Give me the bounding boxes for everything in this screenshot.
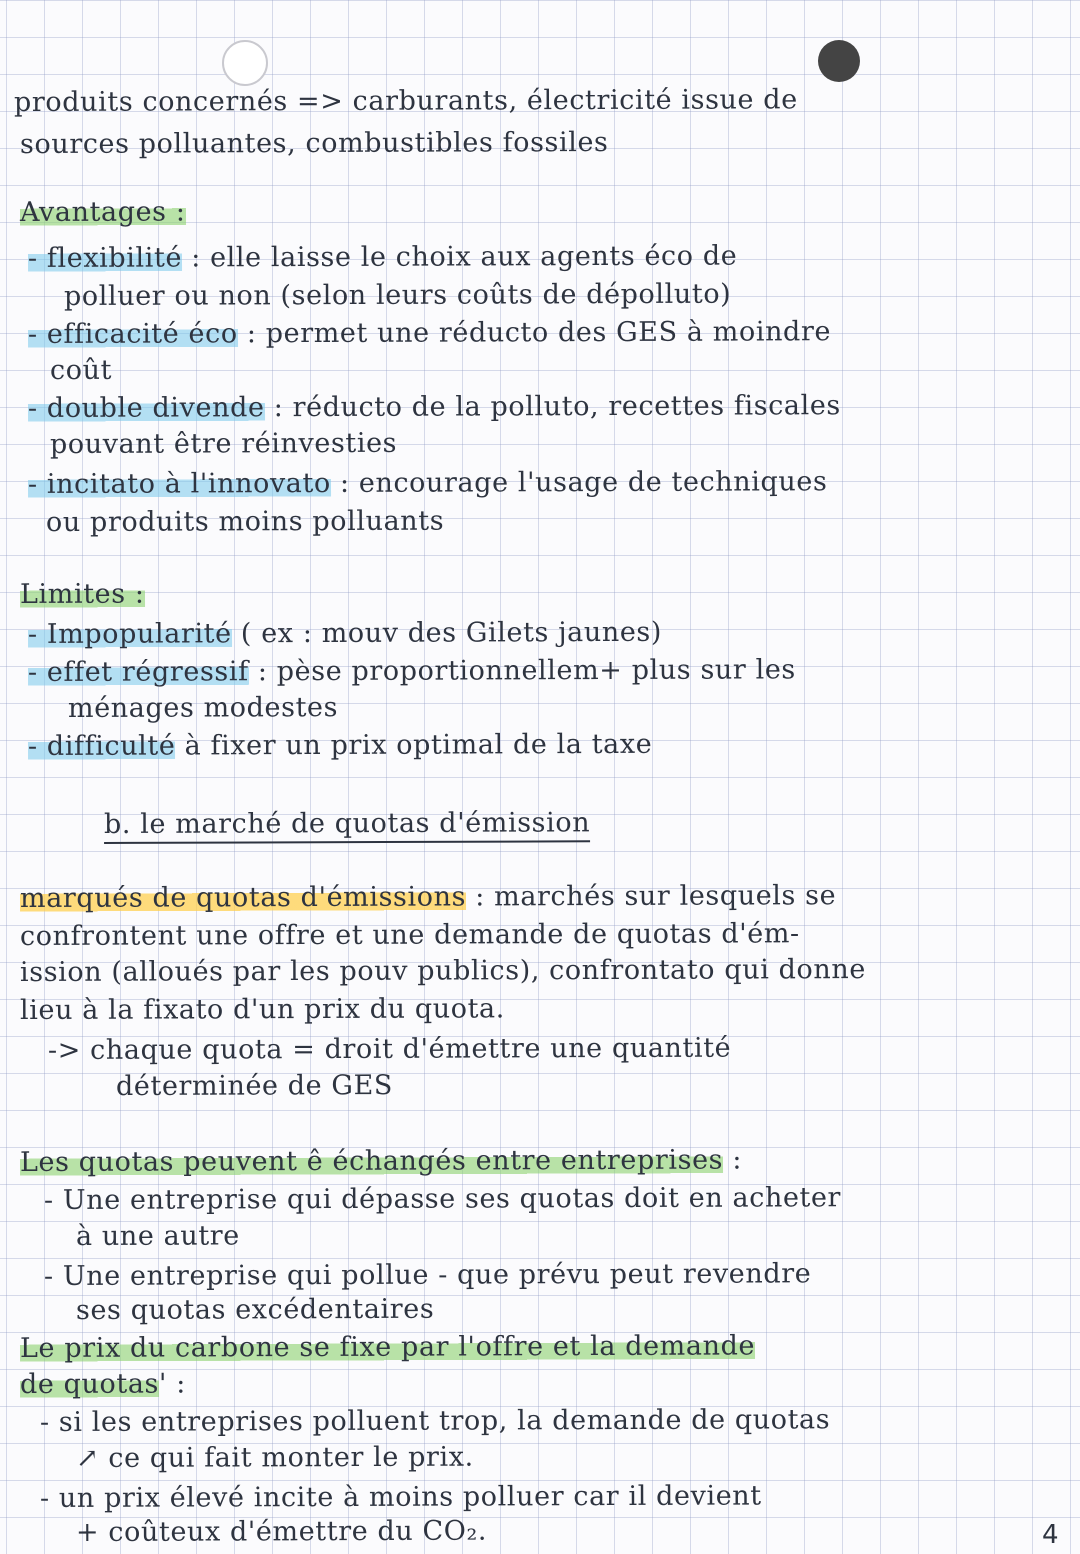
- text-line: à une autre: [75, 1220, 240, 1252]
- text-line: [28, 465, 828, 502]
- text-line: + coûteux d'émettre du CO₂.: [75, 1515, 488, 1548]
- text-span: : elle laisse le choix aux agents éco de: [191, 240, 738, 274]
- text-line: ses quotas excédentaires: [75, 1293, 435, 1326]
- punch-hole-right: [818, 40, 860, 82]
- highlight: Avantages :: [19, 196, 186, 228]
- underlined-title: b. le marché de quotas d'émission: [104, 807, 590, 844]
- text-line: lieu à la fixato d'un prix du quota.: [19, 993, 505, 1026]
- highlight: de quotas: [19, 1368, 160, 1400]
- text-line: [28, 240, 737, 276]
- text-span: ' :: [158, 1368, 186, 1400]
- text-line: [20, 1329, 755, 1366]
- text-span: : réducto de la polluto, recettes fiscales: [273, 390, 841, 424]
- text-line: [28, 653, 796, 690]
- highlight: Les quotas peuvent ê échangés entre entreprises: [19, 1144, 724, 1178]
- highlight: - double divende: [27, 392, 265, 424]
- text-line: ission (alloués par les pouv publics), confrontato qui donne: [19, 954, 866, 988]
- text-line: déterminée de GES: [115, 1070, 394, 1102]
- text-line: [28, 389, 841, 426]
- text-line: polluer ou non (selon leurs coûts de dépolluto): [63, 278, 732, 312]
- text-line: ménages modestes: [67, 692, 339, 724]
- heading-avantages: [20, 195, 186, 230]
- text-line: [28, 728, 652, 764]
- text-line: sources polluantes, combustibles fossiles: [19, 126, 609, 160]
- text-line: pouvant être réinvesties: [49, 427, 398, 460]
- text-span: : pèse proportionnellem+ plus sur les: [257, 654, 796, 688]
- text-line: [20, 1367, 186, 1402]
- text-line: produits concernés => carburants, électricité issue de: [13, 84, 798, 118]
- text-line: ou produits moins polluants: [45, 505, 445, 538]
- section-heading-b: [104, 806, 598, 842]
- text-line: - si les entreprises polluent trop, la demande de quotas: [39, 1404, 831, 1438]
- highlight: - Impopularité: [27, 618, 232, 650]
- text-span: à fixer un prix optimal de la taxe: [184, 728, 653, 762]
- text-span: : permet une réducto des GES à moindre: [246, 316, 832, 350]
- highlight: Limites :: [19, 578, 145, 610]
- highlight: - incitato à l'innovato: [27, 467, 331, 500]
- text-line: [20, 879, 836, 916]
- highlight: - efficacité éco: [27, 318, 238, 350]
- highlight: Le prix du carbone se fixe par l'offre et la demande: [19, 1330, 756, 1364]
- text-line: - Une entreprise qui dépasse ses quotas doit en acheter: [43, 1182, 842, 1216]
- highlight: marqués de quotas d'émissions: [19, 881, 467, 914]
- text-span: ( ex : mouv des Gilets jaunes): [240, 616, 663, 650]
- text-line: [28, 616, 662, 652]
- page-number: 4: [1042, 1520, 1059, 1550]
- heading-limites: [20, 578, 145, 612]
- punch-hole-left: [222, 40, 268, 86]
- text-span: : encourage l'usage de techniques: [339, 466, 828, 499]
- highlight: - flexibilité: [27, 242, 183, 274]
- text-span: :: [732, 1144, 743, 1176]
- text-line: ↗ ce qui fait monter le prix.: [75, 1441, 474, 1474]
- highlight: - difficulté: [27, 730, 176, 762]
- text-line: -> chaque quota = droit d'émettre une quantité: [47, 1032, 732, 1066]
- text-line: confrontent une offre et une demande de quotas d'ém-: [19, 918, 800, 952]
- highlight: - effet régressif: [27, 656, 249, 688]
- text-line: - Une entreprise qui pollue - que prévu peut revendre: [43, 1258, 812, 1292]
- text-span: : marchés sur lesquels se: [475, 880, 837, 913]
- text-line: [20, 1143, 742, 1180]
- text-line: [28, 315, 831, 352]
- text-line: - un prix élevé incite à moins polluer car il devient: [39, 1480, 762, 1514]
- text-line: coût: [49, 354, 113, 386]
